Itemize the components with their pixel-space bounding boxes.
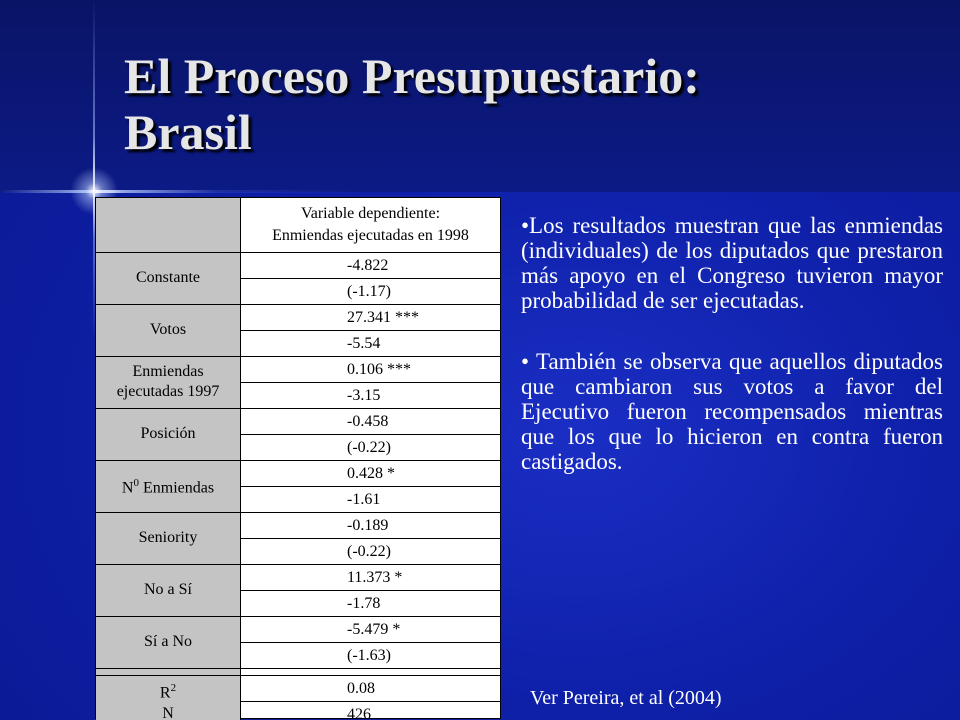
row-values [241,512,501,564]
spacer-value-cell [241,668,501,675]
slide-title [124,48,904,160]
row-statistic: (-1.17) [347,282,391,300]
row-label [96,356,241,408]
row-statistic: -1.61 [347,490,381,508]
row-values [241,564,501,616]
table-header-row [96,198,500,252]
row-label-line1: Enmiendas [132,363,204,380]
row-label [96,460,241,512]
row-values [241,616,501,668]
row-coefficient: -0.189 [241,513,500,539]
table-row [96,460,500,512]
row-label-line2: ejecutadas 1997 [116,383,220,400]
row-coefficient: -0.458 [241,409,500,435]
footer-label-main: R [159,684,171,702]
table-header-line2: Enmiendas ejecutadas en 1998 [272,226,469,244]
table-row [96,304,500,356]
table-footer-row [96,675,500,720]
footer-n-value: 426 [347,705,371,720]
row-coefficient: 11.373 * [241,565,500,591]
table-spacer-row [96,668,500,675]
row-statistic: -5.54 [347,334,381,352]
table-row [96,252,500,304]
bullet-list [521,213,943,474]
bullet-item: •Los resultados muestran que las enmiendas (individuales) de los diputados que prestaron más apoyo en el Congreso tuvieron mayor probabilidad de ser ejecutadas. [521,213,943,313]
table-header-line1: Variable dependiente: [300,204,441,222]
row-values [241,460,501,512]
row-coefficient: 0.106 *** [241,357,500,383]
regression-table-grid [96,198,500,720]
citation: Ver Pereira, et al (2004) [530,687,722,709]
row-label-superscript: 0 [133,477,139,490]
row-label-rest: Enmiendas [138,479,215,497]
table-header-value-cell [241,198,501,252]
row-statistic: (-0.22) [347,438,391,456]
row-values [241,408,501,460]
footer-label [96,675,241,720]
table-row [96,564,500,616]
row-statistic: (-1.63) [347,646,391,664]
row-values [241,356,501,408]
table-header-label-cell [96,198,241,252]
slide-title-line2: Brasil [124,104,252,160]
row-label: Votos [96,304,241,356]
light-flare-horizontal [0,190,360,193]
table-row [96,512,500,564]
bullet-item: • También se observa que aquellos diputados que cambiaron sus votos a favor del Ejecutivo fueron recompensados mientras que los que lo hicieron en contra fueron castigados. [521,349,943,474]
row-label-main: N [121,479,134,497]
footer-values [241,675,501,720]
row-label: Seniority [96,512,241,564]
footer-label-n: N [162,704,174,720]
row-values [241,252,501,304]
regression-table [95,197,501,719]
footer-label-superscript: 2 [170,682,177,695]
row-label: No a Sí [96,564,241,616]
row-values [241,304,501,356]
row-coefficient: -4.822 [241,253,500,279]
row-coefficient: 0.428 * [241,461,500,487]
table-row [96,408,500,460]
row-statistic: -3.15 [347,386,381,404]
row-label: Constante [96,252,241,304]
row-coefficient: -5.479 * [241,617,500,643]
row-statistic: -1.78 [347,594,381,612]
row-statistic: (-0.22) [347,542,391,560]
table-row [96,356,500,408]
footer-r2-value: 0.08 [241,676,500,702]
spacer-label-cell [96,668,241,675]
table-row [96,616,500,668]
row-label: Sí a No [96,616,241,668]
slide-title-line1: El Proceso Presupuestario: [124,48,700,104]
row-label: Posición [96,408,241,460]
row-coefficient: 27.341 *** [241,305,500,331]
